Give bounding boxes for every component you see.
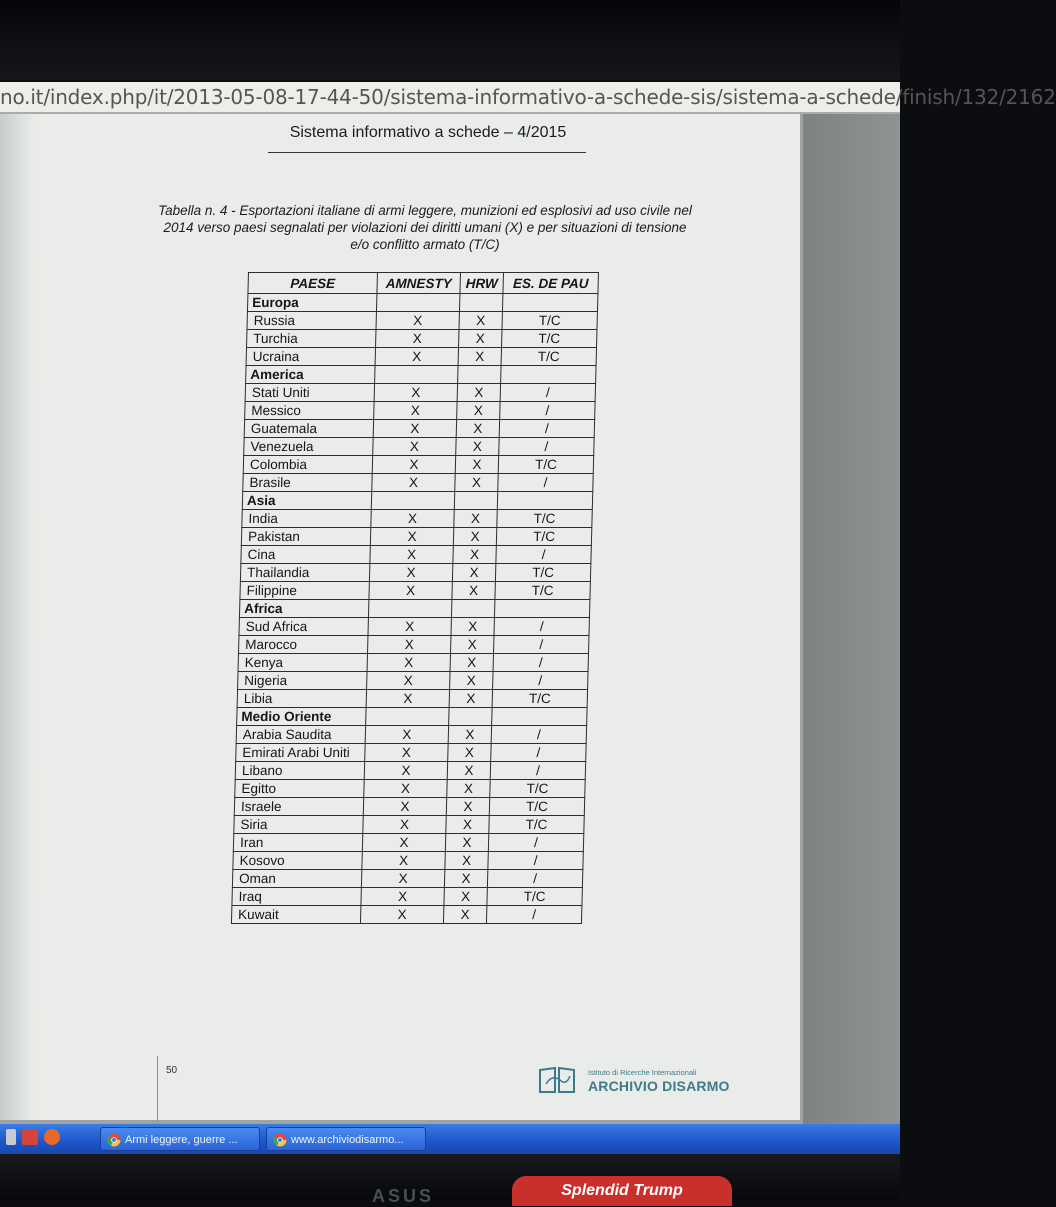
- country-name: Thailandia: [240, 564, 369, 582]
- es-de-pau-cell: /: [490, 762, 585, 780]
- logo-subtitle: Istituto di Ricerche Internazionali: [588, 1068, 697, 1077]
- es-de-pau-cell: T/C: [497, 510, 592, 528]
- amnesty-cell: X: [362, 852, 445, 870]
- chrome-icon: [273, 1133, 287, 1147]
- archive-book-icon: [538, 1066, 576, 1094]
- es-de-pau-cell: /: [499, 438, 594, 456]
- desktop-icon[interactable]: [6, 1129, 16, 1145]
- es-de-pau-cell: /: [499, 420, 594, 438]
- page-shadow: [0, 114, 34, 1120]
- region-label: America: [246, 366, 375, 384]
- empty-cell: [449, 708, 492, 726]
- hrw-cell: X: [454, 510, 497, 528]
- page-header-title: Sistema informativo a schede – 4/2015: [289, 124, 567, 141]
- hrw-cell: X: [453, 528, 496, 546]
- amnesty-cell: X: [372, 474, 455, 492]
- header-hrw: HRW: [460, 273, 504, 294]
- country-name: Kenya: [238, 654, 367, 672]
- country-name: Emirati Arabi Uniti: [236, 744, 365, 762]
- table-caption: [120, 202, 730, 253]
- country-name: Egitto: [235, 780, 364, 798]
- region-row: [246, 366, 596, 384]
- country-name: Filippine: [240, 582, 369, 600]
- amnesty-cell: X: [365, 744, 448, 762]
- browser-icon[interactable]: [44, 1129, 60, 1145]
- country-name: Turchia: [247, 330, 376, 348]
- monitor-bezel-top: [0, 0, 900, 80]
- taskbar-item-label: Armi leggere, guerre ...: [125, 1134, 238, 1146]
- es-de-pau-cell: T/C: [502, 312, 597, 330]
- hrw-cell: X: [457, 384, 500, 402]
- quick-launch: [6, 1129, 60, 1149]
- hrw-cell: X: [455, 456, 498, 474]
- region-label: Europa: [247, 294, 376, 312]
- es-de-pau-cell: T/C: [492, 690, 587, 708]
- amnesty-cell: X: [375, 348, 458, 366]
- table-row: [246, 348, 596, 366]
- page-number: 50: [166, 1065, 178, 1076]
- es-de-pau-cell: /: [494, 636, 589, 654]
- amnesty-cell: X: [369, 582, 452, 600]
- archivio-disarmo-logo: [538, 1064, 730, 1098]
- hrw-cell: X: [453, 546, 496, 564]
- amnesty-cell: X: [374, 402, 457, 420]
- amnesty-cell: X: [369, 564, 452, 582]
- hrw-cell: X: [450, 672, 493, 690]
- amnesty-cell: X: [361, 870, 444, 888]
- es-de-pau-cell: /: [500, 402, 595, 420]
- es-de-pau-cell: T/C: [495, 564, 590, 582]
- amnesty-cell: X: [363, 798, 446, 816]
- table-row: [241, 528, 591, 546]
- es-de-pau-cell: T/C: [502, 330, 597, 348]
- hrw-cell: X: [446, 816, 489, 834]
- header-amnesty: AMNESTY: [377, 273, 461, 294]
- table-row: [232, 888, 582, 906]
- exports-table: [231, 272, 599, 924]
- amnesty-cell: X: [370, 546, 453, 564]
- region-row: [237, 708, 587, 726]
- hrw-cell: X: [444, 870, 487, 888]
- table-header-row: [248, 273, 599, 294]
- table-row: [238, 672, 588, 690]
- es-de-pau-cell: /: [488, 834, 583, 852]
- amnesty-cell: X: [364, 780, 447, 798]
- amnesty-cell: X: [361, 888, 444, 906]
- es-de-pau-cell: T/C: [487, 888, 582, 906]
- es-de-pau-cell: /: [496, 546, 591, 564]
- table-row: [245, 384, 595, 402]
- hrw-cell: X: [445, 834, 488, 852]
- country-name: Ucraina: [246, 348, 375, 366]
- es-de-pau-cell: T/C: [489, 816, 584, 834]
- hrw-cell: X: [456, 438, 499, 456]
- country-name: Libia: [237, 690, 366, 708]
- empty-cell: [497, 492, 592, 510]
- amnesty-cell: X: [363, 816, 446, 834]
- table-row: [245, 402, 595, 420]
- country-name: Venezuela: [244, 438, 373, 456]
- table-row: [244, 420, 594, 438]
- es-de-pau-cell: T/C: [498, 456, 593, 474]
- amnesty-cell: X: [365, 726, 448, 744]
- country-name: Siria: [234, 816, 363, 834]
- hrw-cell: X: [459, 330, 502, 348]
- monitor-brand-logo: ASUS: [372, 1186, 435, 1206]
- hrw-cell: X: [448, 744, 491, 762]
- folder-icon[interactable]: [22, 1129, 38, 1145]
- country-name: India: [242, 510, 371, 528]
- es-de-pau-cell: T/C: [489, 798, 584, 816]
- table-row: [240, 564, 590, 582]
- es-de-pau-cell: T/C: [501, 348, 596, 366]
- region-row: [247, 294, 597, 312]
- hrw-cell: X: [447, 762, 490, 780]
- empty-cell: [376, 294, 459, 312]
- caption-line-2: 2014 verso paesi segnalati per violazioni dei diritti umani (X) e per situazioni di tensione: [163, 220, 687, 235]
- amnesty-cell: X: [366, 690, 449, 708]
- country-name: Kosovo: [233, 852, 362, 870]
- hrw-cell: X: [456, 420, 499, 438]
- hrw-cell: X: [447, 780, 490, 798]
- taskbar-item-label: www.archiviodisarmo...: [291, 1134, 404, 1146]
- table-row: [239, 618, 589, 636]
- chrome-icon: [107, 1133, 121, 1147]
- empty-cell: [458, 366, 501, 384]
- country-name: Stati Uniti: [245, 384, 374, 402]
- amnesty-cell: X: [373, 438, 456, 456]
- es-de-pau-cell: /: [494, 618, 589, 636]
- hrw-cell: X: [443, 906, 486, 924]
- es-de-pau-cell: /: [487, 870, 582, 888]
- table-row: [243, 474, 593, 492]
- country-name: Pakistan: [241, 528, 370, 546]
- amnesty-cell: X: [367, 654, 450, 672]
- amnesty-cell: X: [372, 456, 455, 474]
- empty-cell: [459, 294, 502, 312]
- hrw-cell: X: [458, 348, 501, 366]
- empty-cell: [454, 492, 497, 510]
- monitor-sticker: Splendid Trump: [512, 1176, 732, 1206]
- country-name: Brasile: [243, 474, 372, 492]
- es-de-pau-cell: T/C: [496, 528, 591, 546]
- hrw-cell: X: [446, 798, 489, 816]
- region-label: Africa: [239, 600, 368, 618]
- es-de-pau-cell: T/C: [495, 582, 590, 600]
- es-de-pau-cell: /: [491, 744, 586, 762]
- es-de-pau-cell: /: [500, 384, 595, 402]
- taskbar: [0, 1124, 900, 1154]
- region-row: [239, 600, 589, 618]
- table-row: [247, 312, 597, 330]
- footer-divider: [157, 1056, 158, 1122]
- hrw-cell: X: [444, 888, 487, 906]
- header-divider: [268, 152, 586, 153]
- table-row: [240, 582, 590, 600]
- empty-cell: [502, 294, 597, 312]
- table-row: [233, 852, 583, 870]
- hrw-cell: X: [450, 654, 493, 672]
- country-name: Sud Africa: [239, 618, 368, 636]
- table-row: [234, 798, 584, 816]
- address-bar-url[interactable]: no.it/index.php/it/2013-05-08-17-44-50/sistema-informativo-a-schede-sis/sistema-a-schede/finish/132/2162: [0, 85, 1056, 109]
- amnesty-cell: X: [362, 834, 445, 852]
- amnesty-cell: X: [371, 510, 454, 528]
- header-paese: PAESE: [248, 273, 378, 294]
- amnesty-cell: X: [360, 906, 443, 924]
- hrw-cell: X: [451, 636, 494, 654]
- amnesty-cell: X: [374, 384, 457, 402]
- empty-cell: [375, 366, 458, 384]
- hrw-cell: X: [452, 564, 495, 582]
- es-de-pau-cell: /: [493, 672, 588, 690]
- table-row: [243, 456, 593, 474]
- table-row: [234, 816, 584, 834]
- hrw-cell: X: [451, 618, 494, 636]
- table-row: [241, 546, 591, 564]
- table-row: [231, 906, 581, 924]
- es-de-pau-cell: /: [488, 852, 583, 870]
- caption-line-3: e/o conflitto armato (T/C): [350, 237, 500, 252]
- country-name: Arabia Saudita: [236, 726, 365, 744]
- empty-cell: [501, 366, 596, 384]
- hrw-cell: X: [455, 474, 498, 492]
- table-row: [235, 780, 585, 798]
- empty-cell: [366, 708, 449, 726]
- empty-cell: [492, 708, 587, 726]
- country-name: Oman: [232, 870, 361, 888]
- table-row: [236, 744, 586, 762]
- empty-cell: [371, 492, 454, 510]
- empty-cell: [451, 600, 494, 618]
- es-de-pau-cell: /: [486, 906, 581, 924]
- amnesty-cell: X: [373, 420, 456, 438]
- amnesty-cell: X: [376, 330, 459, 348]
- logo-title: ARCHIVIO DISARMO: [588, 1078, 730, 1094]
- taskbar-item-archiviodisarmo[interactable]: [266, 1127, 426, 1151]
- amnesty-cell: X: [370, 528, 453, 546]
- country-name: Marocco: [239, 636, 368, 654]
- table-row: [244, 438, 594, 456]
- country-name: Kuwait: [231, 906, 360, 924]
- table-row: [235, 762, 585, 780]
- amnesty-cell: X: [368, 618, 451, 636]
- region-label: Medio Oriente: [237, 708, 366, 726]
- hrw-cell: X: [445, 852, 488, 870]
- viewer-scrollbar[interactable]: [803, 114, 900, 1124]
- caption-line-1: Tabella n. 4 - Esportazioni italiane di armi leggere, munizioni ed esplosivi ad uso civile nel: [158, 203, 692, 218]
- address-bar[interactable]: [0, 82, 1056, 114]
- table-row: [238, 654, 588, 672]
- country-name: Nigeria: [238, 672, 367, 690]
- empty-cell: [494, 600, 589, 618]
- region-row: [242, 492, 592, 510]
- hrw-cell: X: [459, 312, 502, 330]
- table-row: [247, 330, 597, 348]
- country-name: Colombia: [243, 456, 372, 474]
- header-es-de-pau: ES. DE PAU: [503, 273, 599, 294]
- hrw-cell: X: [452, 582, 495, 600]
- amnesty-cell: X: [364, 762, 447, 780]
- table-row: [237, 690, 587, 708]
- country-name: Russia: [247, 312, 376, 330]
- hrw-cell: X: [457, 402, 500, 420]
- table-row: [232, 870, 582, 888]
- amnesty-cell: X: [376, 312, 459, 330]
- table-body: [231, 294, 597, 924]
- taskbar-item-armi-leggere[interactable]: [100, 1127, 260, 1151]
- empty-cell: [368, 600, 451, 618]
- country-name: Libano: [235, 762, 364, 780]
- es-de-pau-cell: /: [493, 654, 588, 672]
- table-row: [239, 636, 589, 654]
- amnesty-cell: X: [367, 672, 450, 690]
- es-de-pau-cell: /: [491, 726, 586, 744]
- country-name: Cina: [241, 546, 370, 564]
- table-row: [242, 510, 592, 528]
- table-row: [233, 834, 583, 852]
- country-name: Iran: [233, 834, 362, 852]
- table-row: [236, 726, 586, 744]
- es-de-pau-cell: T/C: [490, 780, 585, 798]
- country-name: Guatemala: [244, 420, 373, 438]
- amnesty-cell: X: [368, 636, 451, 654]
- hrw-cell: X: [449, 690, 492, 708]
- hrw-cell: X: [448, 726, 491, 744]
- monitor-bezel-bottom: [0, 1154, 900, 1200]
- country-name: Israele: [234, 798, 363, 816]
- country-name: Messico: [245, 402, 374, 420]
- region-label: Asia: [242, 492, 371, 510]
- country-name: Iraq: [232, 888, 361, 906]
- es-de-pau-cell: /: [498, 474, 593, 492]
